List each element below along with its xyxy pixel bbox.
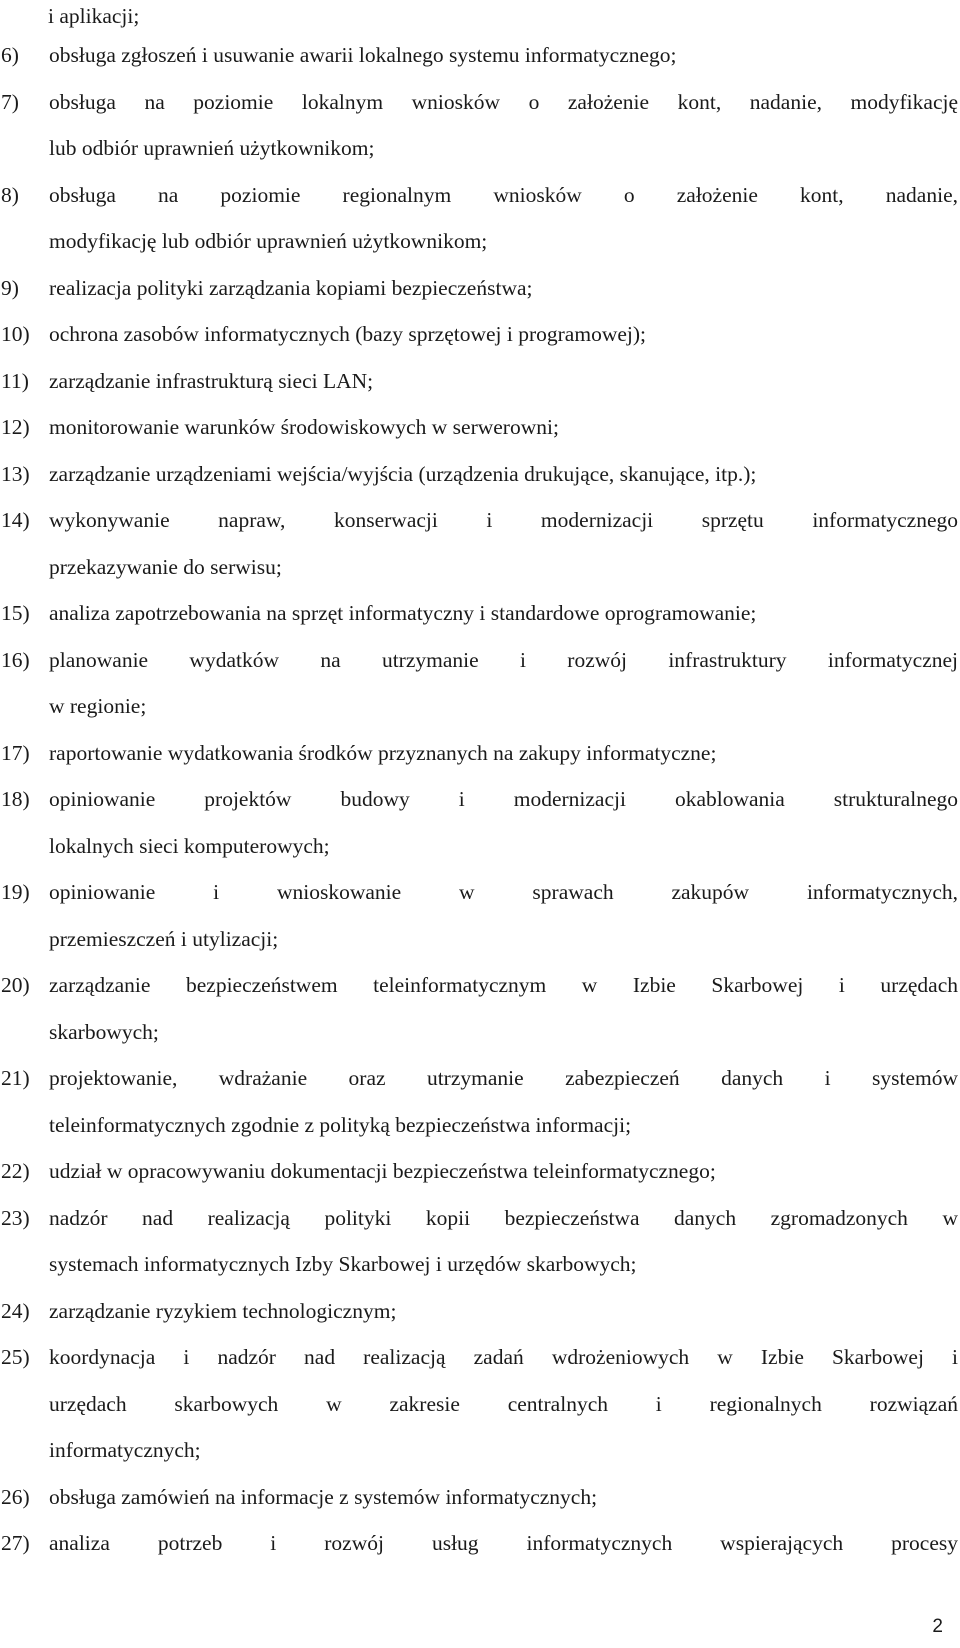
list-item-number: 13) [1, 461, 30, 486]
text-line: nadzór nad realizacją polityki kopii bezpieczeństwa danych zgromadzonych w [49, 1205, 958, 1230]
text-line: ochrona zasobów informatycznych (bazy sprzętowej i programowej); [49, 322, 646, 346]
list-item-number: 23) [1, 1205, 30, 1230]
text-line: obsługa na poziomie lokalnym wniosków o założenie kont, nadanie, modyfikację [49, 89, 958, 114]
list-item [0, 1298, 958, 1324]
list-item [0, 275, 958, 301]
text-line: przemieszczeń i utylizacji; [49, 926, 279, 951]
text-line: raportowanie wydatkowania środków przyznanych na zakupy informatyczne; [49, 740, 717, 765]
list-item-number: 17) [1, 740, 30, 765]
list-item-text [49, 368, 958, 394]
list-item [0, 182, 958, 255]
list-item-text [49, 275, 958, 301]
text-line: zarządzanie ryzykiem technologicznym; [49, 1298, 397, 1323]
list-item [0, 42, 958, 68]
list-item-text [49, 740, 958, 766]
list-item-text [49, 600, 958, 626]
list-item [0, 1065, 958, 1138]
text-line: projektowanie, wdrażanie oraz utrzymanie zabezpieczeń danych i systemów [49, 1066, 958, 1090]
list-item-number: 22) [1, 1159, 30, 1183]
text-line: zarządzanie bezpieczeństwem teleinformatycznym w Izbie Skarbowej i urzędach [49, 973, 958, 997]
list-item [0, 461, 958, 487]
text-line: opiniowanie projektów budowy i modernizacji okablowania strukturalnego [49, 787, 958, 811]
list-item-number: 12) [1, 415, 30, 439]
list-item-number: 8) [1, 182, 19, 207]
text-line: obsługa zamówień na informacje z systemów informatycznych; [49, 1484, 598, 1509]
list-item [0, 1484, 958, 1510]
list-item-number: 14) [1, 508, 30, 532]
text-line: koordynacja i nadzór nad realizacją zadań wdrożeniowych w Izbie Skarbowej i [49, 1345, 958, 1369]
list-item-text [49, 1065, 958, 1138]
list-item-text [49, 879, 958, 952]
list-item [0, 740, 958, 766]
list-item-text [49, 414, 958, 440]
list-item-text [49, 972, 958, 1045]
list-item [0, 647, 958, 720]
list-item-number: 26) [1, 1484, 30, 1509]
text-line: systemach informatycznych Izby Skarbowej i urzędów skarbowych; [49, 1252, 637, 1276]
list-item [0, 414, 958, 440]
intro-line: i aplikacji; [48, 4, 140, 28]
list-item-text [49, 1158, 958, 1184]
list-item-text [49, 42, 958, 68]
list-item-text [49, 1484, 958, 1510]
text-line: skarbowych; [49, 1019, 159, 1044]
list-item-text [49, 647, 958, 720]
list-item-number: 6) [1, 43, 19, 67]
text-line: wykonywanie napraw, konserwacji i modernizacji sprzętu informatycznego [49, 508, 958, 532]
list-item-text [49, 786, 958, 859]
list-item [0, 879, 958, 952]
text-line: lub odbiór uprawnień użytkownikom; [49, 136, 375, 160]
text-line: informatycznych; [49, 1438, 201, 1462]
text-line: udział w opracowywaniu dokumentacji bezpieczeństwa teleinformatycznego; [49, 1159, 716, 1183]
text-line: przekazywanie do serwisu; [49, 554, 282, 579]
text-line: zarządzanie urządzeniami wejścia/wyjścia (urządzenia drukujące, skanujące, itp.); [49, 461, 757, 486]
list-item-number: 19) [1, 880, 30, 904]
list-item-text [49, 321, 958, 347]
list-item-number: 16) [1, 647, 30, 672]
list-item [0, 1344, 958, 1463]
list-item-number: 18) [1, 787, 30, 811]
page-number: 2 [932, 1616, 943, 1637]
task-list [0, 42, 958, 1577]
list-item-number: 15) [1, 601, 30, 625]
list-item [0, 89, 958, 162]
list-item-number: 10) [1, 322, 30, 346]
list-item-number: 27) [1, 1531, 30, 1555]
list-item-number: 20) [1, 973, 30, 997]
text-line: w regionie; [49, 694, 147, 718]
list-item [0, 972, 958, 1045]
text-line: analiza zapotrzebowania na sprzęt informatyczny i standardowe oprogramowanie; [49, 601, 757, 625]
list-item [0, 786, 958, 859]
list-item-text [49, 1205, 958, 1278]
list-item [0, 368, 958, 394]
list-item [0, 321, 958, 347]
list-item-number: 9) [1, 275, 19, 300]
list-item [0, 1158, 958, 1184]
text-line: teleinformatycznych zgodnie z polityką bezpieczeństwa informacji; [49, 1112, 632, 1137]
text-line: obsługa na poziomie regionalnym wniosków o założenie kont, nadanie, [49, 182, 958, 207]
list-item [0, 600, 958, 626]
text-line: analiza potrzeb i rozwój usług informatycznych wspierających procesy [49, 1531, 958, 1555]
text-line: zarządzanie infrastrukturą sieci LAN; [49, 368, 374, 393]
list-item-text [49, 1530, 958, 1556]
list-item-number: 7) [1, 89, 19, 114]
list-item [0, 507, 958, 580]
text-line: realizacja polityki zarządzania kopiami bezpieczeństwa; [49, 275, 533, 300]
text-line: lokalnych sieci komputerowych; [49, 833, 330, 858]
text-line: urzędach skarbowych w zakresie centralnych i regionalnych rozwiązań [49, 1391, 958, 1416]
list-item-text [49, 461, 958, 487]
list-item-text [49, 1344, 958, 1463]
list-item-number: 11) [1, 368, 29, 393]
list-item-text [49, 182, 958, 255]
list-item-text [49, 507, 958, 580]
list-item-number: 21) [1, 1066, 30, 1090]
text-line: opiniowanie i wnioskowanie w sprawach zakupów informatycznych, [49, 880, 958, 904]
text-line: obsługa zgłoszeń i usuwanie awarii lokalnego systemu informatycznego; [49, 43, 677, 67]
list-item-text [49, 89, 958, 162]
list-item-text [49, 1298, 958, 1324]
text-line: monitorowanie warunków środowiskowych w serwerowni; [49, 415, 559, 439]
text-line: planowanie wydatków na utrzymanie i rozwój infrastruktury informatycznej [49, 647, 958, 672]
list-item-number: 25) [1, 1345, 30, 1369]
list-item-number: 24) [1, 1298, 30, 1323]
text-line: modyfikację lub odbiór uprawnień użytkownikom; [49, 229, 488, 253]
list-item [0, 1205, 958, 1278]
list-item [0, 1530, 958, 1556]
